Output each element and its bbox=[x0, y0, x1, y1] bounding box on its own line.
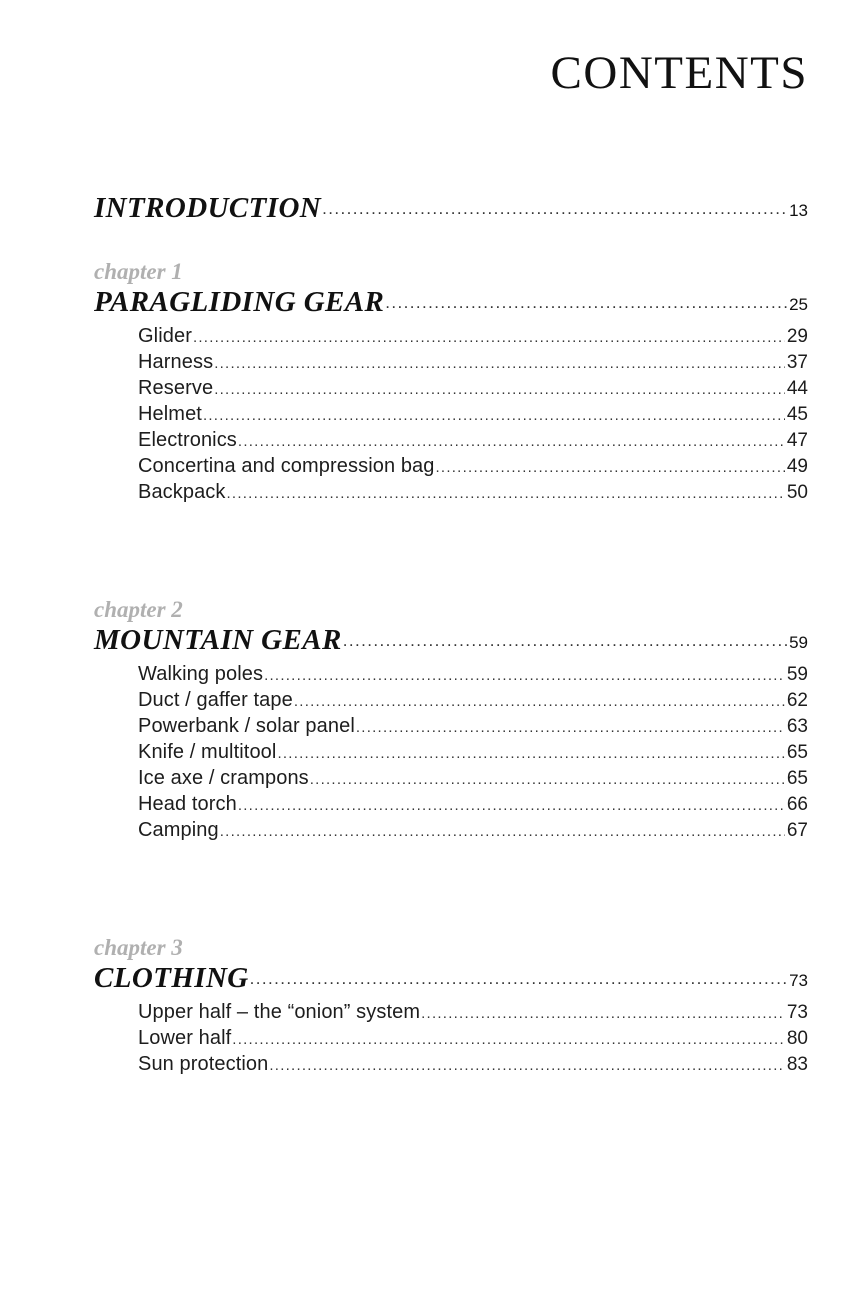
toc-subentry[interactable] bbox=[138, 767, 808, 790]
leader-dots bbox=[238, 433, 785, 451]
toc-entry-label: INTRODUCTION bbox=[94, 191, 322, 224]
toc-subentry-label: Backpack bbox=[138, 480, 226, 503]
leader-dots bbox=[250, 969, 787, 989]
table-of-contents bbox=[94, 192, 808, 1076]
toc-subentry-label: Walking poles bbox=[138, 662, 264, 685]
toc-subentry[interactable] bbox=[138, 741, 808, 764]
toc-subentry-page: 73 bbox=[786, 1001, 808, 1023]
leader-dots bbox=[214, 381, 785, 399]
toc-subentry-page: 49 bbox=[786, 455, 808, 477]
leader-dots bbox=[238, 797, 785, 815]
chapter-3-entries bbox=[94, 1001, 808, 1076]
section-spacer bbox=[94, 507, 808, 563]
toc-subentry-label: Reserve bbox=[138, 376, 214, 399]
chapter-block-3 bbox=[94, 935, 808, 1076]
section-spacer bbox=[94, 845, 808, 901]
chapter-kicker: chapter 2 bbox=[94, 596, 183, 622]
toc-entry-label: CLOTHING bbox=[94, 961, 249, 994]
chapter-block-1 bbox=[94, 259, 808, 504]
toc-subentry[interactable] bbox=[138, 377, 808, 400]
toc-subentry-label: Knife / multitool bbox=[138, 740, 277, 763]
toc-subentry[interactable] bbox=[138, 689, 808, 712]
toc-chapter-title-row[interactable] bbox=[94, 962, 808, 995]
leader-dots bbox=[232, 1031, 785, 1049]
toc-subentry[interactable] bbox=[138, 663, 808, 686]
toc-entry-label: PARAGLIDING GEAR bbox=[94, 285, 385, 318]
chapter-2-entries bbox=[94, 663, 808, 842]
chapter-kicker: chapter 1 bbox=[94, 258, 183, 284]
toc-subentry-label: Head torch bbox=[138, 792, 237, 815]
toc-subentry[interactable] bbox=[138, 1001, 808, 1024]
toc-subentry[interactable] bbox=[138, 1027, 808, 1050]
toc-subentry-page: 47 bbox=[786, 429, 808, 451]
toc-subentry-label: Concertina and compression bag bbox=[138, 454, 435, 477]
toc-entry-introduction[interactable] bbox=[94, 192, 808, 225]
toc-chapter-title-row[interactable] bbox=[94, 286, 808, 319]
toc-subentry-label: Lower half bbox=[138, 1026, 232, 1049]
toc-subentry[interactable] bbox=[138, 351, 808, 374]
chapter-kicker: chapter 3 bbox=[94, 934, 183, 960]
leader-dots bbox=[277, 745, 784, 763]
leader-dots bbox=[227, 485, 785, 503]
toc-subentry-page: 63 bbox=[786, 715, 808, 737]
chapter-1-entries bbox=[94, 325, 808, 504]
page-title: CONTENTS bbox=[550, 47, 808, 99]
toc-subentry[interactable] bbox=[138, 793, 808, 816]
toc-subentry[interactable] bbox=[138, 325, 808, 348]
leader-dots bbox=[193, 329, 785, 347]
toc-subentry[interactable] bbox=[138, 1053, 808, 1076]
toc-subentry-page: 65 bbox=[786, 767, 808, 789]
toc-subentry-label: Harness bbox=[138, 350, 214, 373]
toc-subentry-label: Duct / gaffer tape bbox=[138, 688, 293, 711]
toc-subentry-page: 59 bbox=[786, 663, 808, 685]
toc-entry-label: MOUNTAIN GEAR bbox=[94, 623, 342, 656]
toc-entry-page: 59 bbox=[789, 632, 808, 652]
leader-dots bbox=[436, 459, 785, 477]
toc-subentry-page: 62 bbox=[786, 689, 808, 711]
toc-subentry-page: 80 bbox=[786, 1027, 808, 1049]
toc-subentry[interactable] bbox=[138, 403, 808, 426]
toc-entry-page: 73 bbox=[789, 970, 808, 990]
toc-subentry-page: 66 bbox=[786, 793, 808, 815]
toc-subentry-label: Ice axe / crampons bbox=[138, 766, 309, 789]
toc-subentry-page: 65 bbox=[786, 741, 808, 763]
leader-dots bbox=[421, 1005, 785, 1023]
leader-dots bbox=[294, 693, 785, 711]
toc-entry-page: 13 bbox=[789, 200, 808, 220]
toc-subentry[interactable] bbox=[138, 455, 808, 478]
toc-subentry-page: 83 bbox=[786, 1053, 808, 1075]
leader-dots bbox=[269, 1057, 784, 1075]
leader-dots bbox=[203, 407, 785, 425]
toc-subentry-label: Glider bbox=[138, 324, 192, 347]
leader-dots bbox=[310, 771, 785, 789]
leader-dots bbox=[220, 823, 785, 841]
toc-subentry[interactable] bbox=[138, 481, 808, 504]
leader-dots bbox=[385, 293, 787, 313]
leader-dots bbox=[356, 719, 785, 737]
toc-subentry-label: Powerbank / solar panel bbox=[138, 714, 355, 737]
leader-dots bbox=[214, 355, 785, 373]
toc-subentry[interactable] bbox=[138, 429, 808, 452]
toc-subentry-page: 37 bbox=[786, 351, 808, 373]
toc-subentry[interactable] bbox=[138, 715, 808, 738]
toc-subentry-label: Sun protection bbox=[138, 1052, 269, 1075]
toc-subentry-page: 45 bbox=[786, 403, 808, 425]
toc-subentry-label: Helmet bbox=[138, 402, 202, 425]
leader-dots bbox=[264, 667, 785, 685]
leader-dots bbox=[322, 199, 787, 219]
toc-subentry-page: 50 bbox=[786, 481, 808, 503]
toc-subentry-label: Electronics bbox=[138, 428, 237, 451]
toc-subentry[interactable] bbox=[138, 819, 808, 842]
toc-subentry-page: 44 bbox=[786, 377, 808, 399]
chapter-block-2 bbox=[94, 597, 808, 842]
toc-entry-page: 25 bbox=[789, 294, 808, 314]
toc-chapter-title-row[interactable] bbox=[94, 624, 808, 657]
toc-subentry-label: Upper half – the “onion” system bbox=[138, 1000, 421, 1023]
leader-dots bbox=[343, 631, 787, 651]
toc-subentry-page: 29 bbox=[786, 325, 808, 347]
toc-subentry-page: 67 bbox=[786, 819, 808, 841]
toc-subentry-label: Camping bbox=[138, 818, 219, 841]
